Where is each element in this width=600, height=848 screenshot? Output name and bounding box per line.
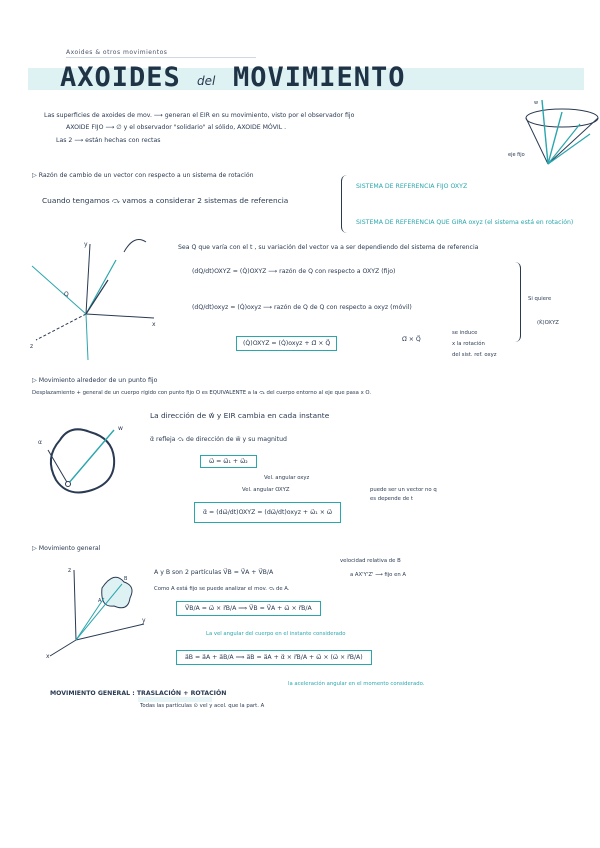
bullet-alpha-reflects: α⃗ refleja ⤼ de dirección de w⃗ y su magnitud [150,436,287,443]
sea-q-statement: Sea Q⃗ que varía con el t , su variación del vector va a ser dependiendo del sistema de referencia [178,244,479,251]
svg-text:z: z [30,343,34,350]
brace-systems [341,175,350,233]
equation-fixed-derivative: (dQ/dt)OXYZ = (Q̇)OXYZ ⟶ razón de Q con respecto a OXYZ (fijo) [192,268,396,275]
section-rotation-heading: ▷ Razón de cambio de un vector con respecto a un sistema de rotación [32,172,254,179]
breadcrumb: Axoides & otros movimientos [66,49,168,56]
section-general-heading: ▷ Movimiento general [32,545,101,552]
general-motion-diagram [44,560,154,660]
alpha-side-note: puede ser un vector no q es depende de t [370,487,437,502]
svg-text:y: y [84,241,88,248]
cone-w-label: w [534,100,539,106]
header-divider [66,57,256,58]
system-fixed: SISTEMA DE REFERENCIA FIJO OXYZ [356,183,468,190]
fixed-point-description: Desplazamiento + general de un cuerpo rígido con punto fijo O es EQUIVALENTE a la ⤼ del cuerpo entorno al eje que pasa x O. [32,390,372,396]
equation-acceleration: a⃗B = a⃗A + a⃗B/A ⟹ a⃗B = a⃗A + α⃗ × r⃗B/A + ω⃗ × (ω⃗ × r⃗B/A) [176,650,372,665]
svg-text:y: y [142,617,146,624]
general-particles: A y B son 2 partículas V⃗B = V⃗A + V⃗B/A [154,569,274,576]
intro-line-1: Las superficies de axoides de mov. ⟶ generan el EIR en su movimiento, visto por el observador fijo [44,112,355,119]
rigid-body-diagram [30,410,140,510]
vel-angular-oxyz: Vel. angular oxyz [264,475,310,481]
vel-angular-OXYZ: Vel. angular OXYZ [242,487,290,493]
equation-moving-derivative: (dQ/dt)oxyz = (Q̇)oxyz ⟶ razón de Q de Q con respecto a oxyz (móvil) [192,304,412,311]
velocity-note: La vel angular del cuerpo en el instante considerado [206,631,346,637]
acceleration-note: la aceleración angular en el momento considerado. [288,681,425,687]
svg-text:w: w [118,425,123,432]
equation-transport: (Q̇)OXYZ = (Q̇)oxyz + Ω⃗ × Q⃗ [236,336,337,351]
svg-text:z: z [68,567,72,574]
cone-fixed-axis-label: eje fijo [508,152,525,158]
page-title-second: MOVIMIENTO [233,62,406,93]
page-title: AXOIDES [60,62,181,93]
induced-note-3: del sist. ref. oxyz [452,352,497,358]
general-summary-note: Todas las partículas ⊙ vel y acel. que la part. A [140,703,265,709]
axoid-cone-diagram [500,94,600,174]
section-fixed-point-heading: ▷ Movimiento alrededor de un punto fijo [32,377,158,384]
equation-velocity: V⃗B/A = ω⃗ × r⃗B/A ⟹ V⃗B = V⃗A + ω⃗ × r⃗B/A [176,601,321,616]
general-summary: MOVIMIENTO GENERAL : TRASLACIÓN + ROTACIÓN [50,690,227,697]
equation-omega-sum: ω⃗ = ω⃗₁ + ω⃗₂ [200,455,257,468]
induced-note-1: se induce [452,330,478,336]
intro-line-2: AXOIDE FIJO ⟶ ∅ y el observador "solidario" al sólido, AXOIDE MÓVIL . [66,124,287,131]
summary-highlight [138,697,212,702]
omega-cross-q: Ω⃗ × Q⃗ [402,336,421,343]
relative-velocity-note: velocidad relativa de B [340,558,401,564]
k-dot-fixed: (K̇)OXYZ [537,320,559,326]
intro-line-3: Las 2 ⟶ están hechas con rectas [56,137,161,144]
title-connector: del [197,74,216,88]
svg-text:Q: Q [64,291,69,298]
svg-text:x: x [152,321,156,328]
induced-note-2: x la rotación [452,341,485,347]
svg-text:A: A [98,598,102,604]
system-rotating: SISTEMA DE REFERENCIA QUE GIRA oxyz (el sistema está en rotación) [356,219,574,226]
equation-alpha: α⃗ = (dω⃗/dt)OXYZ = (dω⃗/dt)oxyz + ω⃗₁ × ω⃗ [194,502,341,523]
quiere-note: Si quiere [528,296,552,302]
svg-text:B: B [124,576,128,582]
svg-text:x: x [46,653,50,660]
rotation-arrow-icon [120,232,150,256]
general-a-fixed: Como A está fijo se puede analizar el mov. ⤼ de A. [154,586,290,592]
bullet-direction-change: La dirección de w⃗ y EIR cambia en cada instante [150,411,330,420]
rotation-when: Cuando tengamos ⤼ vamos a considerar 2 sistemas de referencia [42,196,289,205]
brace-equations [512,262,521,342]
svg-text:α: α [38,439,42,446]
axes-fixed-in-A: a AX'Y'Z' ⟶ fijo en A [350,572,407,578]
